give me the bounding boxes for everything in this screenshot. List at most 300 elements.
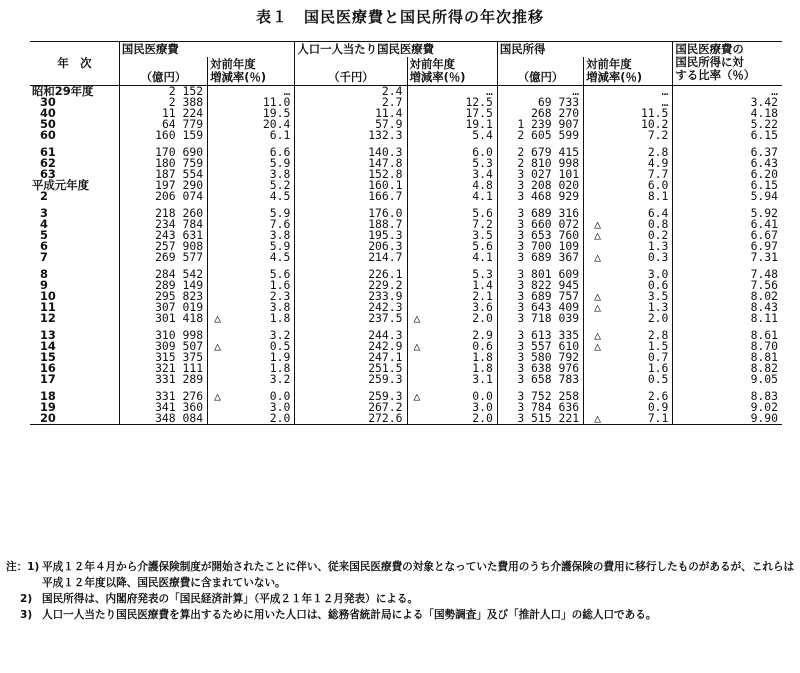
cell-year: 30 [40, 95, 56, 109]
cell-ni-rate: 6.0 [584, 180, 673, 191]
table-row [30, 391, 782, 402]
cell-year: 40 [40, 106, 56, 120]
cell-year: 18 [40, 389, 56, 403]
header-nme-rate [208, 57, 295, 86]
cell-pc: 244.3 [295, 330, 407, 341]
cell-year: 8 [40, 267, 48, 281]
header-nme-unit: （億円） [119, 57, 207, 86]
header-ni-rate-line2: 増減率(％) [586, 70, 643, 84]
header-year: 年 次 [57, 56, 92, 70]
cell-year: 15 [40, 350, 56, 364]
negative-mark: △ [214, 389, 221, 403]
table-row [30, 191, 782, 202]
cell-pc: 242.9 [295, 341, 407, 352]
cell-year: 50 [40, 117, 56, 131]
cell-year: 11 [40, 300, 56, 314]
cell-ratio: 4.18 [673, 108, 782, 119]
cell-pc-rate: 4.1 [407, 191, 497, 202]
negative-mark: △ [214, 311, 221, 325]
cell-ni-rate: 10.2 [584, 119, 673, 130]
cell-nme-rate: 3.2 [208, 374, 295, 385]
table-row [30, 130, 782, 141]
cell-ni: 3 515 221 [497, 413, 583, 425]
cell-ni: 2 810 998 [497, 158, 583, 169]
cell-pc-rate: 5.6 [407, 241, 497, 252]
cell-year: 9 [40, 278, 48, 292]
cell-pc-rate [407, 341, 497, 352]
cell-nme-rate: 6.6 [208, 147, 295, 158]
cell-nme-rate: 3.8 [208, 230, 295, 241]
cell-ni: 3 801 609 [497, 269, 583, 280]
cell-nme-rate [208, 341, 295, 352]
cell-pc-rate: 1.8 [407, 363, 497, 374]
cell-year: 60 [40, 128, 56, 142]
cell-ratio: 6.43 [673, 158, 782, 169]
cell-value: 0.6 [472, 339, 493, 353]
cell-pc: 188.7 [295, 219, 407, 230]
cell-pc: 57.9 [295, 119, 407, 130]
cell-nme: 348 084 [119, 413, 207, 425]
cell-ratio: 8.82 [673, 363, 782, 374]
negative-mark: △ [594, 339, 601, 353]
cell-pc-rate: 2.1 [407, 291, 497, 302]
cell-nme: 284 542 [119, 269, 207, 280]
cell-ni: 3 752 258 [497, 391, 583, 402]
cell-nme: 289 149 [119, 280, 207, 291]
cell-year: 20 [40, 411, 56, 425]
negative-mark: △ [594, 217, 601, 231]
cell-pc-rate: 5.4 [407, 130, 497, 141]
table-row [30, 219, 782, 230]
cell-pc: 140.3 [295, 147, 407, 158]
cell-ni: 3 784 636 [497, 402, 583, 413]
cell-year: 3 [40, 206, 48, 220]
cell-pc: 242.3 [295, 302, 407, 313]
header-ratio-line1: 国民医療費の [675, 42, 744, 56]
cell-nme-rate: 1.9 [208, 352, 295, 363]
cell-nme: 257 908 [119, 241, 207, 252]
cell-year: 5 [40, 228, 48, 242]
cell-ratio: 8.83 [673, 391, 782, 402]
cell-ni: 1 239 907 [497, 119, 583, 130]
cell-ni-rate [584, 341, 673, 352]
cell-ratio: … [673, 86, 782, 98]
table-row [30, 230, 782, 241]
cell-ratio: 9.02 [673, 402, 782, 413]
cell-nme: 341 360 [119, 402, 207, 413]
cell-nme-rate: 1.8 [208, 363, 295, 374]
header-ratio-line2: 国民所得に対 [675, 55, 744, 69]
cell-pc-rate: 3.5 [407, 230, 497, 241]
cell-pc: 272.6 [295, 413, 407, 425]
cell-pc: 160.1 [295, 180, 407, 191]
cell-ratio: 5.22 [673, 119, 782, 130]
cell-year: 19 [40, 400, 56, 414]
table-row [30, 252, 782, 263]
negative-mark: △ [413, 311, 421, 325]
cell-ni: 2 679 415 [497, 147, 583, 158]
table-title: 表１ 国民医療費と国民所得の年次推移 [255, 8, 544, 26]
cell-ni-rate: 2.6 [584, 391, 673, 402]
cell-ni: 3 689 367 [497, 252, 583, 263]
header-pc-rate [407, 57, 497, 86]
cell-year: 61 [40, 145, 56, 159]
header-national-income: 国民所得 [497, 42, 673, 58]
cell-year: 63 [40, 167, 56, 181]
cell-nme: 243 631 [119, 230, 207, 241]
cell-pc-rate: 4.1 [407, 252, 497, 263]
cell-nme: 64 779 [119, 119, 207, 130]
cell-ni: 3 689 757 [497, 291, 583, 302]
cell-ni: 3 700 109 [497, 241, 583, 252]
cell-pc: 259.3 [295, 374, 407, 385]
cell-nme: 307 019 [119, 302, 207, 313]
header-national-medical-expense: 国民医療費 [119, 42, 295, 58]
cell-year: 10 [40, 289, 56, 303]
cell-year: 16 [40, 361, 56, 375]
cell-ni: 2 605 599 [497, 130, 583, 141]
cell-nme-rate: 11.0 [208, 97, 295, 108]
cell-ni-rate: 1.3 [584, 241, 673, 252]
cell-ni: 3 027 101 [497, 169, 583, 180]
cell-ni: 3 468 929 [497, 191, 583, 202]
footnote-3-mark: 3) [20, 609, 33, 621]
cell-value: 7.1 [647, 411, 669, 425]
table-row [30, 180, 782, 191]
cell-ratio: 8.11 [673, 313, 782, 324]
table-row [30, 208, 782, 219]
cell-pc-rate: 3.6 [407, 302, 497, 313]
table-row [30, 302, 782, 313]
cell-ni-rate: 2.0 [584, 313, 673, 324]
cell-ratio: 6.67 [673, 230, 782, 241]
cell-nme: 218 260 [119, 208, 207, 219]
cell-year: 13 [40, 328, 56, 342]
cell-nme: 170 690 [119, 147, 207, 158]
cell-nme: 321 111 [119, 363, 207, 374]
header-nme-rate-line2: 増減率(％) [210, 70, 267, 84]
cell-nme: 309 507 [119, 341, 207, 352]
cell-nme: 2 152 [119, 86, 207, 98]
cell-nme: 2 388 [119, 97, 207, 108]
negative-mark: △ [594, 328, 601, 342]
cell-ni-rate: 3.0 [584, 269, 673, 280]
header-nme-rate-line1: 対前年度 [210, 57, 256, 71]
cell-ni: 3 613 335 [497, 330, 583, 341]
cell-ni: 3 638 976 [497, 363, 583, 374]
cell-ni-rate: 7.7 [584, 169, 673, 180]
cell-ni: 3 660 072 [497, 219, 583, 230]
cell-pc: 176.0 [295, 208, 407, 219]
cell-ni-rate: … [584, 97, 673, 108]
cell-pc-rate: 5.3 [407, 269, 497, 280]
cell-nme-rate [208, 391, 295, 402]
footnote-3 [6, 607, 796, 623]
cell-nme: 331 276 [119, 391, 207, 402]
cell-pc-rate: 12.5 [407, 97, 497, 108]
cell-nme-rate: 20.4 [208, 119, 295, 130]
table-row [30, 280, 782, 291]
cell-value: 1.5 [647, 339, 669, 353]
cell-ni-rate: 0.6 [584, 280, 673, 291]
cell-ni-rate: 0.5 [584, 374, 673, 385]
cell-nme: 310 998 [119, 330, 207, 341]
cell-year: 17 [40, 372, 56, 386]
footnote-2-mark: 2) [20, 593, 33, 605]
cell-ratio: 6.20 [673, 169, 782, 180]
cell-ni-rate: 6.4 [584, 208, 673, 219]
header-pc-unit: （千円） [295, 57, 407, 86]
cell-year: 4 [40, 217, 48, 231]
cell-nme-rate: 5.9 [208, 208, 295, 219]
cell-pc-rate [407, 391, 497, 402]
table-row [30, 119, 782, 130]
cell-pc-rate: 7.2 [407, 219, 497, 230]
cell-year: 14 [40, 339, 56, 353]
cell-ni: 69 733 [497, 97, 583, 108]
cell-ni: 3 718 039 [497, 313, 583, 324]
cell-ratio: 9.90 [673, 413, 782, 425]
cell-year: 12 [40, 311, 56, 325]
table-row [30, 374, 782, 385]
cell-pc: 214.7 [295, 252, 407, 263]
cell-ni: 3 653 760 [497, 230, 583, 241]
footnote-1 [6, 559, 796, 591]
cell-nme-rate: 4.5 [208, 191, 295, 202]
cell-ni: 3 689 316 [497, 208, 583, 219]
cell-nme-rate: 5.9 [208, 241, 295, 252]
table-row [30, 269, 782, 280]
negative-mark: △ [594, 411, 601, 425]
cell-nme-rate: 3.8 [208, 302, 295, 313]
cell-ratio: 5.94 [673, 191, 782, 202]
cell-pc-rate: 2.9 [407, 330, 497, 341]
cell-pc: 237.5 [295, 313, 407, 324]
cell-nme: 269 577 [119, 252, 207, 263]
cell-nme: 160 159 [119, 130, 207, 141]
table-body [30, 86, 782, 425]
cell-nme: 301 418 [119, 313, 207, 324]
negative-mark: △ [413, 389, 421, 403]
cell-ni-rate [584, 413, 673, 425]
negative-mark: △ [594, 289, 601, 303]
cell-pc-rate [407, 313, 497, 324]
table-header [30, 42, 782, 86]
table-row [30, 158, 782, 169]
cell-ni-rate: 2.8 [584, 147, 673, 158]
cell-ni-rate [584, 230, 673, 241]
cell-nme-rate: 2.3 [208, 291, 295, 302]
cell-year: 6 [40, 239, 48, 253]
cell-nme-rate: 6.1 [208, 130, 295, 141]
table-row [30, 402, 782, 413]
cell-pc-rate: 5.3 [407, 158, 497, 169]
cell-ratio: 5.92 [673, 208, 782, 219]
cell-ni: 3 580 792 [497, 352, 583, 363]
cell-nme-rate: 1.6 [208, 280, 295, 291]
cell-value: 2.0 [472, 311, 493, 325]
cell-value: 1.3 [647, 300, 669, 314]
table-row [30, 108, 782, 119]
cell-value: 3.5 [647, 289, 669, 303]
cell-value: 0.0 [269, 389, 291, 403]
medical-expense-table [30, 41, 782, 425]
cell-pc: 226.1 [295, 269, 407, 280]
cell-pc: 247.1 [295, 352, 407, 363]
negative-mark: △ [594, 300, 601, 314]
cell-nme-rate: 3.8 [208, 169, 295, 180]
cell-value: 0.3 [647, 250, 669, 264]
header-pc-rate-line1: 対前年度 [409, 57, 456, 71]
cell-year: 2 [40, 189, 48, 203]
cell-ratio: 8.02 [673, 291, 782, 302]
cell-ratio: 8.70 [673, 341, 782, 352]
cell-ratio: 8.81 [673, 352, 782, 363]
cell-ni: 268 270 [497, 108, 583, 119]
cell-pc-rate: 19.1 [407, 119, 497, 130]
cell-ni-rate [584, 252, 673, 263]
cell-pc: 2.4 [295, 86, 407, 98]
cell-ratio: 6.15 [673, 180, 782, 191]
cell-ratio: 8.43 [673, 302, 782, 313]
cell-nme: 295 823 [119, 291, 207, 302]
footnote-1-mark: 注：1) [6, 561, 40, 573]
footnote-2-text: 国民所得は、内閣府発表の「国民経済計算」（平成２１年１２月発表）による。 [42, 593, 419, 605]
cell-pc-rate: 6.0 [407, 147, 497, 158]
cell-ratio: 6.41 [673, 219, 782, 230]
cell-pc: 166.7 [295, 191, 407, 202]
cell-ni-rate: 1.6 [584, 363, 673, 374]
cell-value: 0.2 [647, 228, 669, 242]
cell-nme-rate: 5.9 [208, 158, 295, 169]
header-ni-rate-line1: 対前年度 [586, 57, 632, 71]
table-row [30, 341, 782, 352]
cell-pc-rate: 3.1 [407, 374, 497, 385]
header-ratio-line3: する比率（％） [675, 68, 756, 82]
header-ratio [673, 42, 782, 86]
cell-nme: 11 224 [119, 108, 207, 119]
table-row [30, 352, 782, 363]
cell-nme-rate: 5.6 [208, 269, 295, 280]
footnotes [6, 559, 796, 623]
cell-value: 0.5 [269, 339, 291, 353]
table-row [30, 147, 782, 158]
cell-nme: 180 759 [119, 158, 207, 169]
cell-ratio: 7.48 [673, 269, 782, 280]
cell-pc: 152.8 [295, 169, 407, 180]
cell-pc-rate: 3.0 [407, 402, 497, 413]
header-per-capita: 人口一人当たり国民医療費 [295, 42, 498, 58]
cell-pc: 267.2 [295, 402, 407, 413]
cell-ni-rate [584, 302, 673, 313]
cell-year: 7 [40, 250, 48, 264]
cell-nme-rate [208, 313, 295, 324]
cell-pc: 132.3 [295, 130, 407, 141]
cell-value: 0.0 [472, 389, 493, 403]
cell-ni-rate: 4.9 [584, 158, 673, 169]
cell-nme-rate: 3.2 [208, 330, 295, 341]
cell-ni-rate: 8.1 [584, 191, 673, 202]
cell-nme: 187 554 [119, 169, 207, 180]
cell-pc-rate: 5.6 [407, 208, 497, 219]
header-pc-rate-line2: 増減率(％) [409, 70, 466, 84]
table-row [30, 97, 782, 108]
cell-nme-rate: 7.6 [208, 219, 295, 230]
cell-value: 2.8 [647, 328, 669, 342]
cell-ni-rate: 0.7 [584, 352, 673, 363]
cell-pc: 259.3 [295, 391, 407, 402]
cell-ni: 3 658 783 [497, 374, 583, 385]
header-ni-rate [584, 57, 673, 86]
cell-ni: … [497, 86, 583, 98]
cell-pc-rate: 2.0 [407, 413, 497, 425]
table-row [30, 313, 782, 324]
cell-nme-rate: 2.0 [208, 413, 295, 425]
table-row [30, 330, 782, 341]
table-row [30, 241, 782, 252]
cell-pc-rate: 17.5 [407, 108, 497, 119]
cell-ratio: 6.15 [673, 130, 782, 141]
cell-ratio: 7.56 [673, 280, 782, 291]
cell-pc: 233.9 [295, 291, 407, 302]
negative-mark: △ [214, 339, 221, 353]
negative-mark: △ [413, 339, 421, 353]
cell-pc: 206.3 [295, 241, 407, 252]
cell-ni-rate: 7.2 [584, 130, 673, 141]
negative-mark: △ [594, 250, 601, 264]
cell-year: 62 [40, 156, 56, 170]
cell-pc: 11.4 [295, 108, 407, 119]
cell-ni-rate: … [584, 86, 673, 98]
cell-pc: 251.5 [295, 363, 407, 374]
cell-nme: 234 784 [119, 219, 207, 230]
cell-ni-rate: 0.9 [584, 402, 673, 413]
cell-pc: 229.2 [295, 280, 407, 291]
footnote-2 [6, 591, 796, 607]
cell-pc-rate: 1.4 [407, 280, 497, 291]
cell-ni: 3 557 610 [497, 341, 583, 352]
cell-nme-rate: 4.5 [208, 252, 295, 263]
table-row [30, 169, 782, 180]
cell-nme: 315 375 [119, 352, 207, 363]
cell-ni: 3 643 409 [497, 302, 583, 313]
cell-year: 平成元年度 [32, 178, 89, 192]
cell-pc-rate: … [407, 86, 497, 98]
cell-ratio: 6.97 [673, 241, 782, 252]
cell-ratio: 3.42 [673, 97, 782, 108]
table-row [30, 363, 782, 374]
cell-nme-rate: … [208, 86, 295, 98]
cell-pc: 195.3 [295, 230, 407, 241]
cell-nme-rate: 5.2 [208, 180, 295, 191]
cell-nme-rate: 19.5 [208, 108, 295, 119]
cell-pc-rate: 3.4 [407, 169, 497, 180]
table-row [30, 86, 782, 98]
cell-pc: 2.7 [295, 97, 407, 108]
cell-ratio: 6.37 [673, 147, 782, 158]
cell-ni: 3 208 020 [497, 180, 583, 191]
cell-ni-rate: 11.5 [584, 108, 673, 119]
header-ni-unit: （億円） [497, 57, 583, 86]
cell-pc: 147.8 [295, 158, 407, 169]
table-row [30, 291, 782, 302]
cell-nme-rate: 3.0 [208, 402, 295, 413]
cell-ratio: 7.31 [673, 252, 782, 263]
cell-ratio: 9.05 [673, 374, 782, 385]
footnote-3-text: 人口一人当たり国民医療費を算出するために用いた人口は、総務省統計局による「国勢調査」及び「推計人口」の総人口である。 [42, 609, 657, 621]
footnote-1-text: 平成１２年４月から介護保険制度が開始されたことに伴い、従来国民医療費の対象となっていた費用のうち介護保険の費用に移行したものがあるが、これらは平成１２年度以降、国民医療費に含まれていない。 [42, 561, 795, 589]
table-row [30, 413, 782, 425]
